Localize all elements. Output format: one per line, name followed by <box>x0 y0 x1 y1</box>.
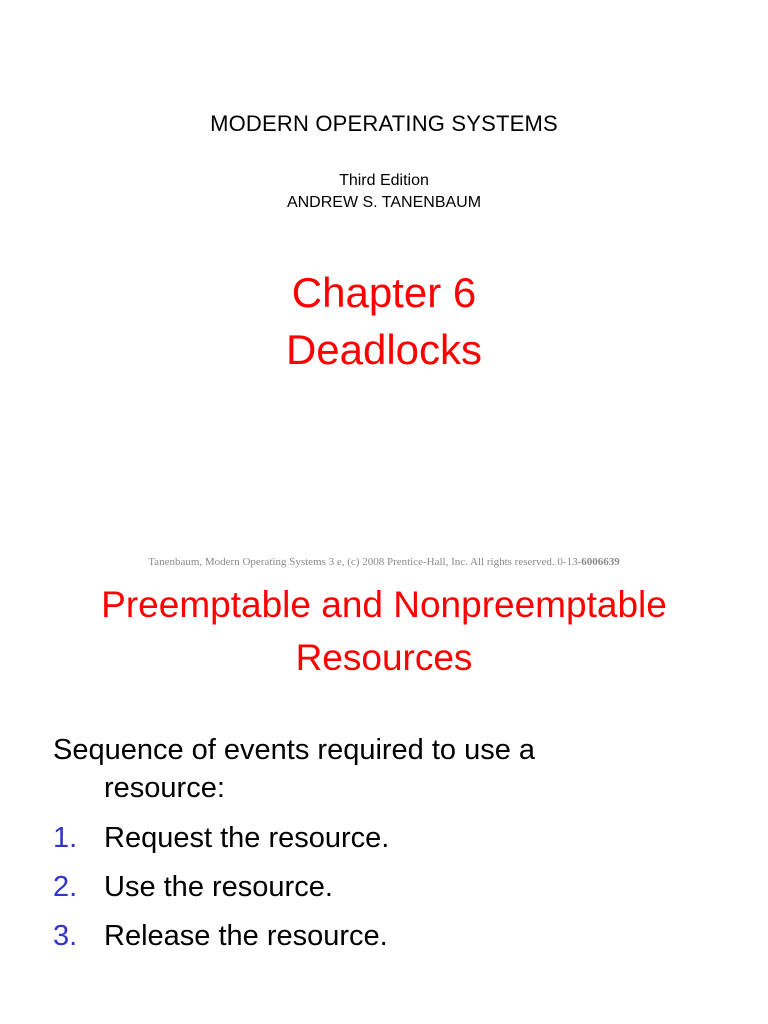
list-number: 1. <box>53 822 78 854</box>
slide-title <box>0 578 768 684</box>
list-item <box>53 866 333 909</box>
copyright-footer <box>0 555 768 569</box>
isbn-number: 6006639 <box>581 556 620 568</box>
list-item <box>53 915 388 958</box>
intro-text-line-2: resource: <box>104 772 225 804</box>
list-number: 3. <box>53 920 78 952</box>
author-name: ANDREW S. TANENBAUM <box>286 194 482 211</box>
list-number: 2. <box>53 871 78 903</box>
chapter-number: Chapter 6 <box>291 269 477 316</box>
list-text: Use the resource. <box>104 871 333 903</box>
edition-label: Third Edition <box>339 172 429 189</box>
list-item <box>53 817 389 860</box>
book-title: MODERN OPERATING SYSTEMS <box>210 111 558 136</box>
list-text: Request the resource. <box>104 822 390 854</box>
list-text: Release the resource. <box>104 920 388 952</box>
intro-text-line-1: Sequence of events required to use a <box>53 734 536 766</box>
copyright-text: Tanenbaum, Modern Operating Systems 3 e, (c) 2008 Prentice-Hall, Inc. All rights reserved. 0-13- <box>148 556 582 568</box>
slide-title-line-2: Resources <box>295 637 473 678</box>
slide-title-line-1: Preemptable and Nonpreemptable <box>101 584 667 625</box>
chapter-title: Deadlocks <box>285 326 483 373</box>
